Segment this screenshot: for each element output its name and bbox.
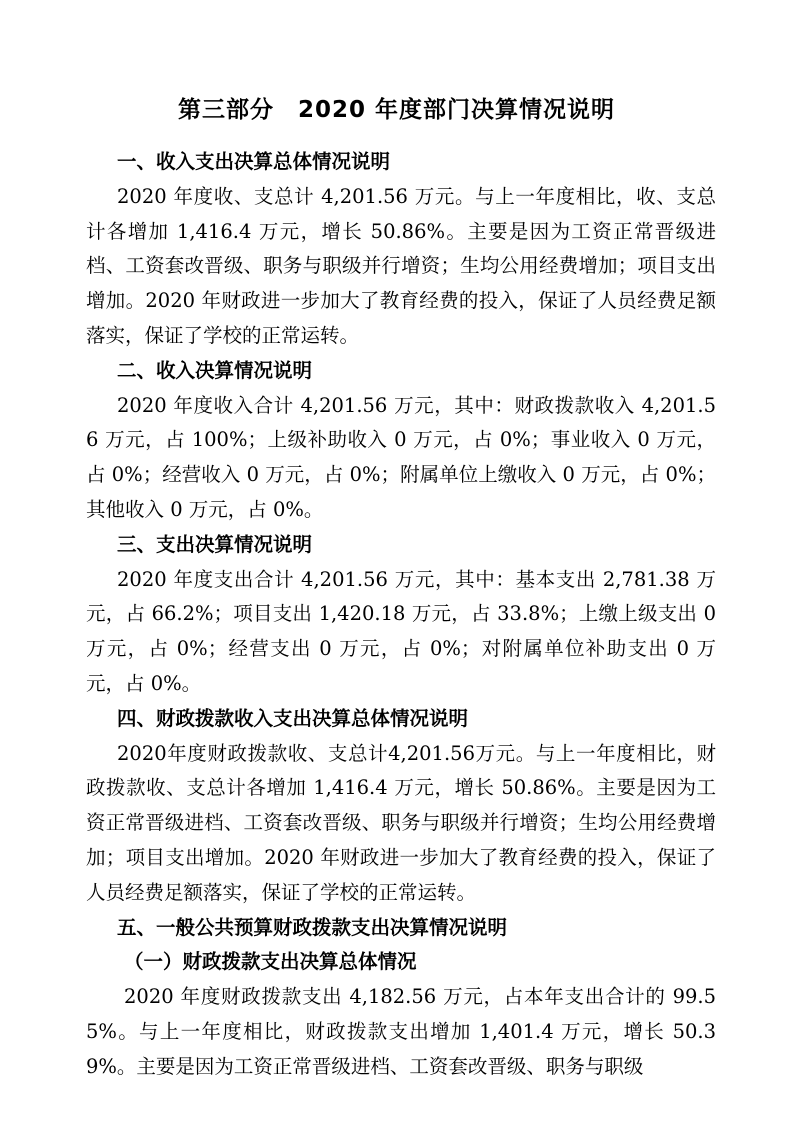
section-paragraph: 2020年度财政拨款收、支总计4,201.56万元。与上一年度相比，财政拨款收、支总计各增加 1,416.4 万元，增长 50.86%。主要是因为工资正常晋级进档、工资套改晋级、职务与职级并行增资；生均公用经费增加；项目支出增加。2020 年财政进一步加大了教育经费的投入，保证了人员经费足额落实，保证了学校的正常运转。 [86,741,716,904]
section-expenditure [86,528,716,702]
section-heading: 三、支出决算情况说明 [117,532,313,556]
page-title: 第三部分 2020 年度部门决算情况说明 [177,97,616,123]
section-general-budget-appropriation [86,911,716,1085]
section-paragraph: 2020 年度收、支总计 4,201.56 万元。与上一年度相比，收、支总计各增加 1,416.4 万元，增长 50.86%。主要是因为工资正常晋级进档、工资套改晋级、职务与职级并行增资；生均公用经费增加；项目支出增加。2020 年财政进一步加大了教育经费的投入，保证了人员经费足额落实，保证了学校的正常运转。 [86,184,716,347]
section-fiscal-appropriation-overview [86,702,716,911]
subsection-heading: （一）财政拨款支出决算总体情况 [124,950,417,974]
section-heading: 一、收入支出决算总体情况说明 [117,150,391,173]
document-body [86,145,716,1085]
section-paragraph: 2020 年度支出合计 4,201.56 万元，其中：基本支出 2,781.38 万元，占 66.2%；项目支出 1,420.18 万元，占 33.8%；上缴上级支出 0 万元，占 0%；经营支出 0 万元，占 0%；对附属单位补助支出 0 万元，占 0%。 [86,567,716,695]
section-income [86,354,716,528]
section-income-expenditure-overview [86,145,716,354]
section-heading: 四、财政拨款收入支出决算总体情况说明 [117,706,469,730]
section-paragraph: 2020 年度收入合计 4,201.56 万元，其中：财政拨款收入 4,201.56 万元，占 100%；上级补助收入 0 万元，占 0%；事业收入 0 万元，占 0%；经营收入 0 万元，占 0%；附属单位上缴收入 0 万元，占 0%；其他收入 0 万元，占 0%。 [86,393,716,521]
subsection-paragraph: 2020 年度财政拨款支出 4,182.56 万元，占本年支出合计的 99.55%。与上一年度相比，财政拨款支出增加 1,401.4 万元，增长 50.39%。主要是因为工资正常晋级进档、工资套改晋级、职务与职级 [86,985,716,1078]
section-heading: 二、收入决算情况说明 [117,358,313,382]
section-heading: 五、一般公共预算财政拨款支出决算情况说明 [117,915,508,939]
